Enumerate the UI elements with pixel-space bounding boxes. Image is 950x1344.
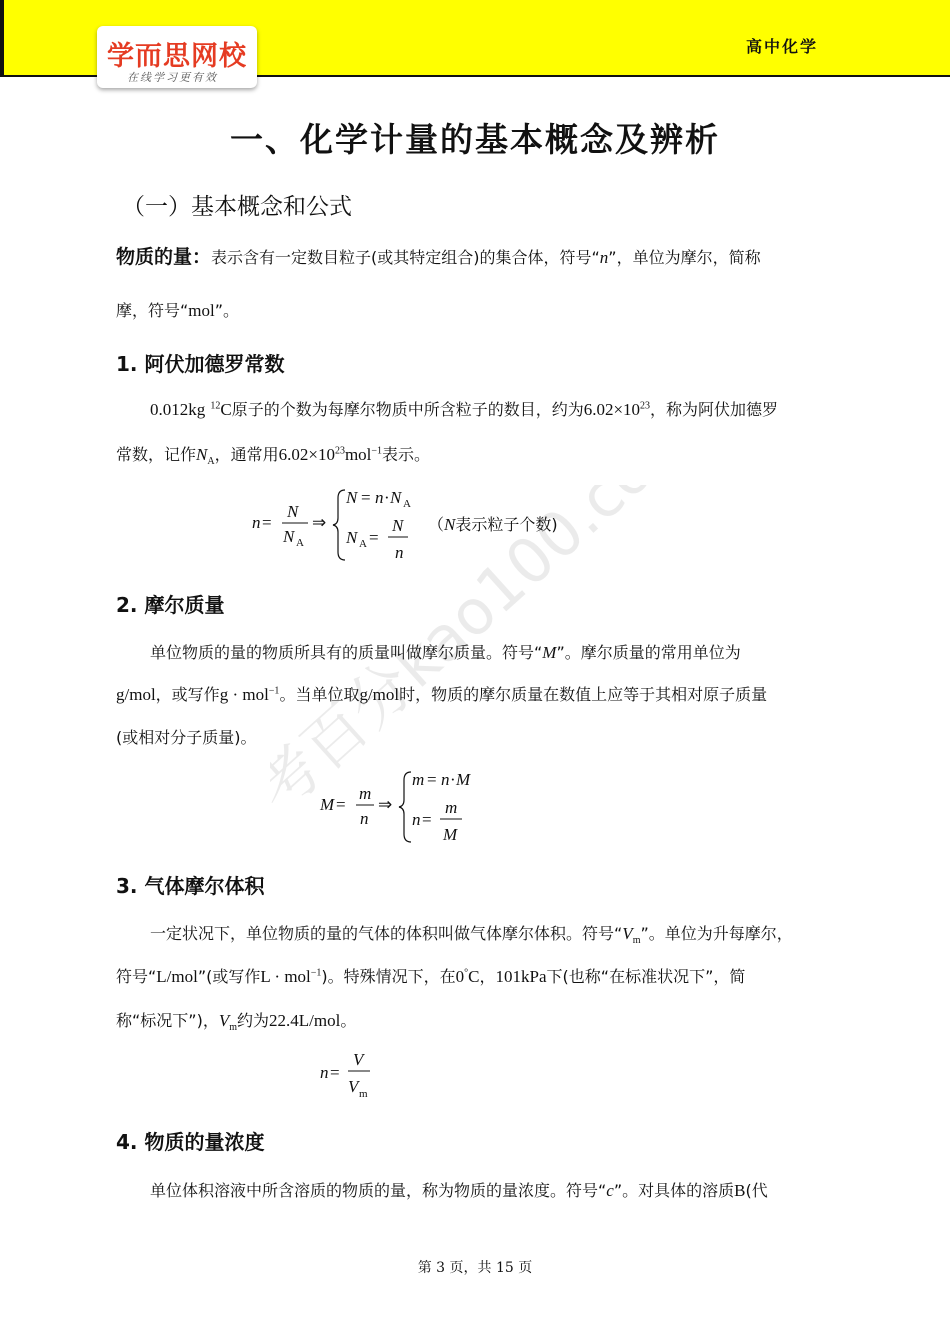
s3-para-2: 符号“L/mol”(或写作L · mol$^{-1}$)。特殊情况下，在0°C，101kPa下(也称“在标准状况下”，简 — [116, 967, 746, 986]
page-number: 第 3 页，共 15 页 — [417, 1260, 533, 1276]
svg-text:n: n — [360, 809, 369, 828]
formula-molar-mass — [318, 766, 498, 848]
svg-text:⇒: ⇒ — [378, 795, 393, 814]
heading-molar-concentration: 4. 物质的量浓度 — [116, 1130, 265, 1154]
svg-text:n: n — [375, 488, 384, 507]
formula-avogadro-note: （N表示粒子个数) — [428, 515, 558, 534]
s4-para-1: 单位体积溶液中所含溶质的物质的量，称为物质的量浓度。符号“c”。对具体的溶质B(代 — [150, 1181, 768, 1200]
svg-text:·: · — [384, 488, 390, 507]
svg-text:=: = — [427, 770, 437, 789]
formula-avogadro — [250, 484, 430, 566]
subject-label: 高中化学 — [746, 37, 819, 56]
svg-text:=: = — [422, 810, 432, 829]
svg-text:⇒: ⇒ — [312, 513, 327, 532]
svg-text:N: N — [287, 502, 299, 521]
intro-line-2: 摩，符号“mol”。 — [116, 301, 240, 320]
s2-para-1: 单位物质的量的物质所具有的质量叫做摩尔质量。符号“M”。摩尔质量的常用单位为 — [150, 643, 741, 662]
s3-para-1: 一定状况下，单位物质的量的气体的体积叫做气体摩尔体积。符号“$V_m$”。单位为升每摩尔， — [150, 924, 793, 947]
logo-slogan: 在线学习更有效 — [127, 71, 218, 84]
svg-text:M: M — [456, 770, 471, 789]
s1-para-1: 0.012kg $^{12}$C原子的个数为每摩尔物质中所含粒子的数目，约为$6.02\times 10^{23}$，称为阿伏加德罗 — [150, 400, 779, 419]
svg-text:M: M — [443, 825, 458, 844]
svg-text:N: N — [346, 528, 358, 547]
heading-molar-mass: 2. 摩尔质量 — [116, 593, 225, 617]
s3-para-3: 称“标况下”)，$V_m$约为22.4L/mol。 — [116, 1011, 357, 1034]
svg-text:A: A — [359, 538, 367, 550]
intro-line-1: 物质的量：表示含有一定数目粒子(或其特定组合)的集合体，符号“n”，单位为摩尔，简称 — [116, 246, 761, 268]
svg-text:m: m — [445, 798, 458, 817]
svg-text:N: N — [346, 488, 358, 507]
s2-para-2: g/mol，或写作g · mol$^{-1}$。当单位取g/mol时，物质的摩尔质量在数值上应等于其相对原子质量 — [116, 685, 768, 704]
page-title: 一、化学计量的基本概念及辨析 — [230, 120, 720, 159]
svg-text:m: m — [359, 784, 372, 803]
svg-text:n: n — [320, 1063, 329, 1082]
svg-text:N: N — [390, 488, 402, 507]
svg-text:n: n — [252, 513, 261, 532]
svg-text:=: = — [361, 488, 371, 507]
logo — [97, 26, 257, 88]
svg-text:n: n — [441, 770, 450, 789]
svg-text:m: m — [412, 770, 425, 789]
s1-para-2: 常数，记作$N_A$，通常用$6.02\times 10^{23}mol^{-1}$表示。 — [116, 445, 431, 468]
heading-molar-volume: 3. 气体摩尔体积 — [116, 874, 265, 898]
svg-text:n: n — [395, 543, 404, 562]
s2-para-3: (或相对分子质量)。 — [116, 728, 257, 747]
formula-molar-volume — [318, 1048, 388, 1103]
svg-text:=: = — [262, 513, 272, 532]
svg-text:n: n — [412, 810, 421, 829]
svg-text:m: m — [359, 1088, 368, 1100]
heading-avogadro: 1. 阿伏加德罗常数 — [116, 352, 285, 376]
svg-text:A: A — [403, 498, 411, 510]
logo-title: 学而思网校 — [107, 41, 247, 72]
svg-text:N: N — [283, 527, 295, 546]
svg-text:·: · — [450, 770, 456, 789]
svg-text:N: N — [392, 516, 404, 535]
svg-text:=: = — [369, 528, 379, 547]
watermark-text: 考百分kao100.com — [270, 485, 690, 827]
section-title: （一）基本概念和公式 — [122, 194, 352, 220]
svg-text:M: M — [320, 795, 335, 814]
svg-text:=: = — [336, 795, 346, 814]
svg-text:V: V — [348, 1077, 359, 1096]
svg-text:A: A — [296, 537, 304, 549]
intro-term: 物质的量： — [116, 246, 212, 268]
svg-text:V: V — [353, 1050, 364, 1069]
svg-text:=: = — [330, 1063, 340, 1082]
